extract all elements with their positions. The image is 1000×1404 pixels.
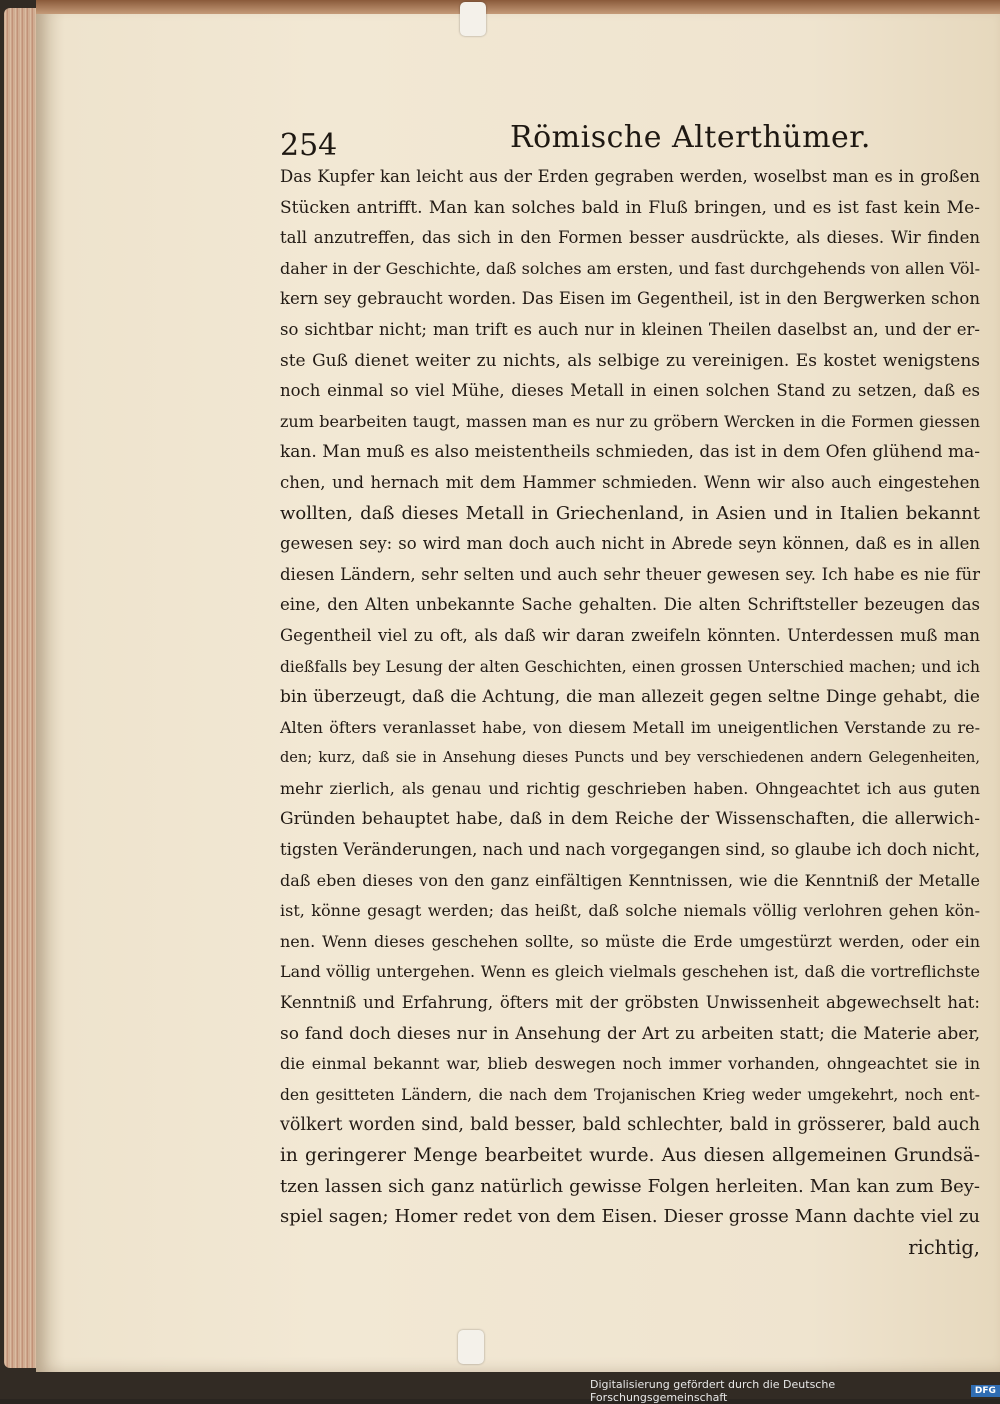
text-line: daß eben dieses von den ganz einfältigen Kenntnissen, wie die Kenntniß der Metalle [280,870,980,890]
digitization-footer [590,1378,1000,1404]
text-line: mehr zierlich, als genau und richtig geschrieben haben. Ohngeachtet ich aus guten [280,778,980,798]
text-line: Land völlig untergehen. Wenn es gleich vielmals geschehen ist, daß die vortreflichste [280,962,980,982]
text-line: diesen Ländern, sehr selten und auch sehr theuer gewesen sey. Ich habe es nie für [280,564,980,584]
text-line: kern sey gebraucht worden. Das Eisen im Gegentheil, ist in den Bergwerken schon [280,289,980,309]
text-line: so sichtbar nicht; man trift es auch nur in kleinen Theilen daselbst an, und der er- [280,319,980,339]
page-number: 254 [280,128,338,163]
text-line: völkert worden sind, bald besser, bald schlechter, bald in grösserer, bald auch [280,1115,980,1136]
text-line: spiel sagen; Homer redet von dem Eisen. Dieser grosse Mann dachte viel zu [280,1206,980,1228]
body-text [280,162,980,1263]
text-line: wollten, daß dieses Metall in Griechenland, in Asien und in Italien bekannt [280,502,980,524]
text-line: den gesitteten Ländern, die nach dem Trojanischen Krieg weder umgekehrt, noch ent- [280,1085,980,1104]
text-line: Alten öfters veranlasset habe, von diesem Metall im uneigentlichen Verstande zu re- [280,717,980,737]
text-line: zum bearbeiten taugt, massen man es nur zu gröbern Wercken in die Formen giessen [280,411,980,431]
page-header [280,114,980,164]
text-line: tigsten Veränderungen, nach und nach vorgegangen sind, so glaube ich doch nicht, [280,840,981,860]
text-line: chen, und hernach mit dem Hammer schmieden. Wenn wir also auch eingestehen [280,472,980,492]
footer-credit: Digitalisierung gefördert durch die Deutsche Forschungsgemeinschaft [590,1378,836,1404]
text-line: Gründen behauptet habe, daß in dem Reiche der Wissenschaften, die allerwich- [280,809,980,830]
text-line: tzen lassen sich ganz natürlich gewisse Folgen herleiten. Man kan zum Bey- [280,1175,980,1197]
text-line: Gegentheil viel zu oft, als daß wir daran zweifeln könnten. Unterdessen muß man [280,625,980,645]
text-line: den; kurz, daß sie in Ansehung dieses Puncts und bey verschiedenen andern Gelegenheiten, [280,750,980,767]
text-line: ist, könne gesagt werden; das heißt, daß solche niemals völlig verlohren gehen kön- [280,901,980,921]
text-line: Stücken antrifft. Man kan solches bald in Fluß bringen, und es ist fast kein Me- [280,197,980,218]
text-line: nen. Wenn dieses geschehen sollte, so müste die Erde umgestürzt werden, oder ein [280,931,980,951]
text-line: dießfalls bey Lesung der alten Geschichten, einen grossen Unterschied machen; und ich [280,657,980,676]
text-line: Kenntniß und Erfahrung, öfters mit der gröbsten Unwissenheit abgewechselt hat: [280,993,980,1013]
text-line: kan. Man muß es also meistentheils schmieden, das ist in dem Ofen glühend ma- [280,442,980,463]
text-line: richtig, [908,1235,980,1259]
text-line: die einmal bekannt war, blieb deswegen noch immer vorhanden, ohngeachtet sie in [280,1054,980,1074]
text-line: tall anzutreffen, das sich in den Formen besser ausdrückte, als dieses. Wir finden [280,228,980,248]
text-line: gewesen sey: so wird man doch auch nicht in Abrede seyn können, daß es in allen [280,534,980,554]
dfg-logo: DFG [971,1385,1000,1397]
text-line: in geringerer Menge bearbeitet wurde. Aus diesen allgemeinen Grundsä- [280,1145,980,1166]
text-line: bin überzeugt, daß die Achtung, die man allezeit gegen seltne Dinge gehabt, die [280,687,980,708]
text-line: so fand doch dieses nur in Ansehung der Art zu arbeiten statt; die Materie aber, [280,1023,980,1044]
text-line: ste Guß dienet weiter zu nichts, als selbige zu vereinigen. Es kostet wenigstens [280,350,980,371]
book-top-edge [36,0,1000,14]
running-title: Römische Alterthümer. [510,120,871,155]
paper-tab-top [460,2,486,36]
text-line: daher in der Geschichte, daß solches am ersten, und fast durchgehends von allen Völ- [280,258,980,278]
text-line: eine, den Alten unbekannte Sache gehalten. Die alten Schriftsteller bezeugen das [280,595,980,615]
text-line: Das Kupfer kan leicht aus der Erden gegraben werden, woselbst man es in großen [280,167,980,186]
paper-tab-bottom [458,1330,484,1364]
text-line: noch einmal so viel Mühe, dieses Metall in einen solchen Stand zu setzen, daß es [280,381,980,401]
